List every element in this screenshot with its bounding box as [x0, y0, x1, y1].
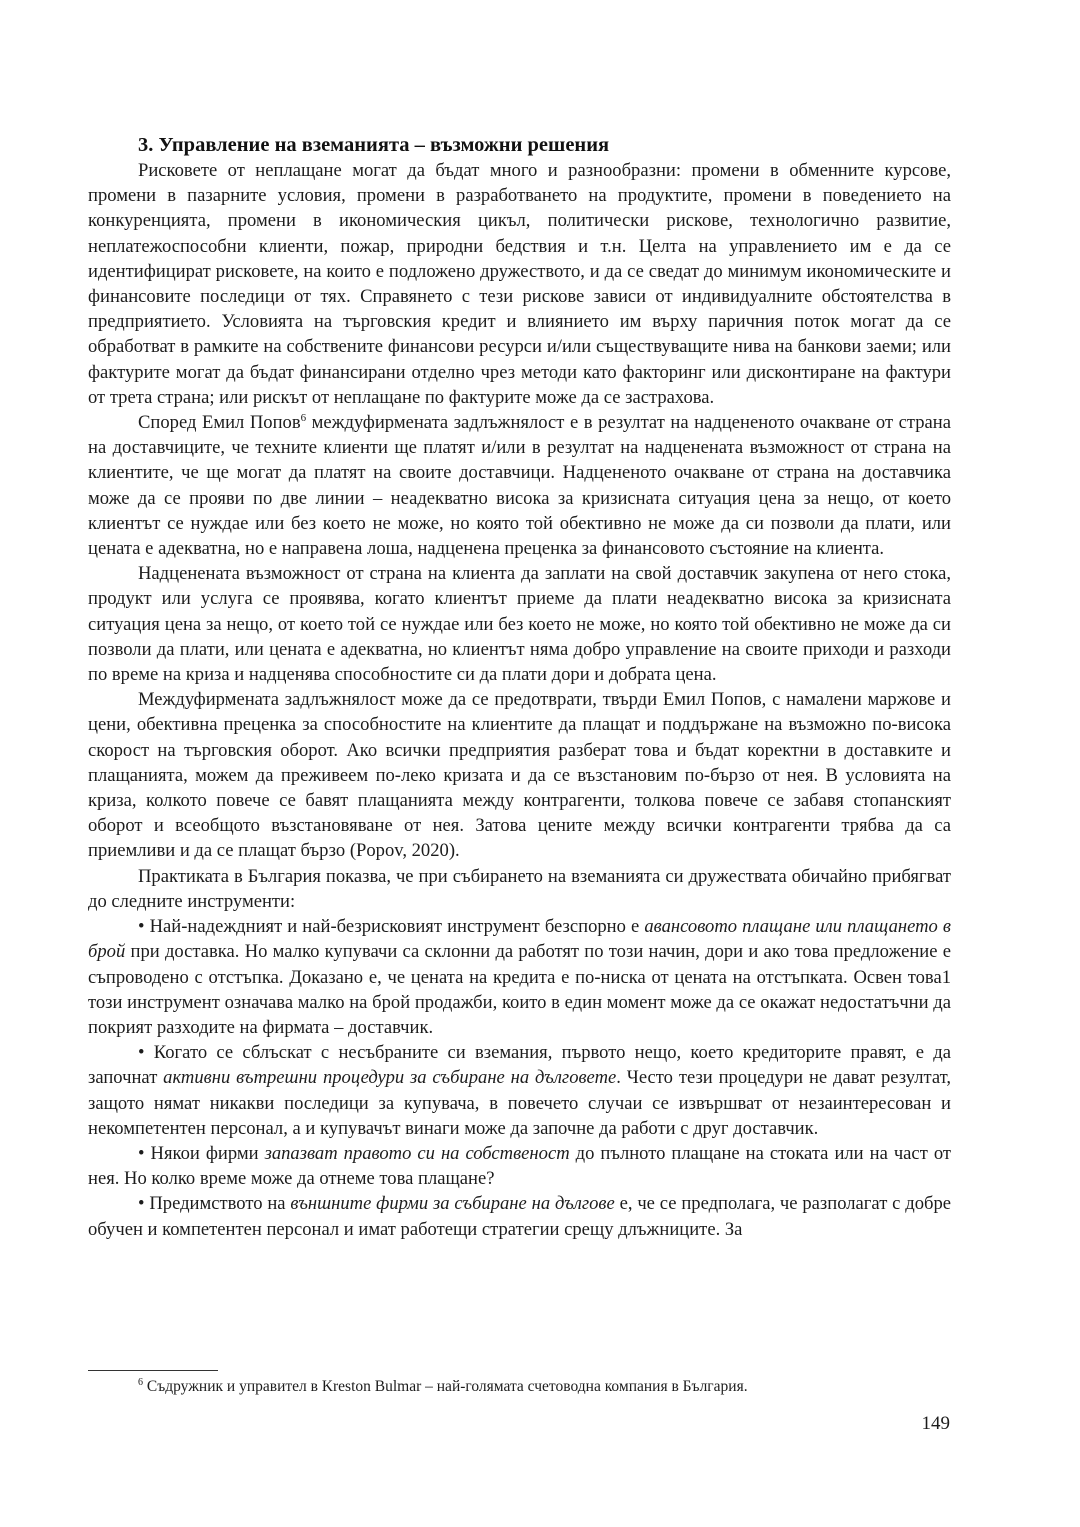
bullet-debt-collection-agencies — [88, 1191, 951, 1241]
paragraph-client-capacity: Надценената възможност от страна на клиента да заплати на свой доставчик закупена от него стока, продукт или услуга се проявява, когато клиентът приеме да плати неадекватно висока за кризисната ситуация цена за нещо, от което той се нуждае или без което не може, но която той обективно не може да си позволи да плати, или цената е адекватна, но клиентът няма добро управление на своите приходи и разходи по време на криза и надценява способностите си да плати дори и добрата цена. — [88, 563, 951, 686]
bullet-text: • Някои фирми — [138, 1142, 265, 1164]
main-text — [88, 132, 951, 1242]
paragraph-prevention: Междуфирмената задлъжнялост може да се предотврати, твърди Емил Попов, с намалени маржове и цени, обективна преценка за способностите на клиентите да плащат и поддържане на възможно по-висока скорост на търговския оборот. Ако всички предприятия разберат това и бъдат коректни в доставките и плащанията, можем да преживеем по-леко кризата и да се възстановим по-бързо от нея. В условията на криза, колкото повече се бавят плащанията между контрагенти, толкова повече се забавя стопанският оборот и всеобщото възстановяване от нея. Затова цените между всички контрагенти трябва да са приемливи и да се плащат бързо (Popov, 2020). — [88, 689, 951, 862]
bullet-text: • Когато се сблъскат с несъбраните си вземания, първото нещо, което кредиторите правят, е да започнат — [88, 1042, 951, 1089]
bullet-retention-of-title — [88, 1141, 951, 1191]
footnote-ref: 6 — [300, 412, 307, 425]
footnote-divider — [88, 1370, 218, 1371]
bullet-text: • Най-надеждният и най-безрисковият инструмент безспорно е — [138, 916, 645, 938]
footnote-marker: 6 — [138, 1377, 143, 1388]
paragraph-practice: Практиката в България показва, че при събирането на вземанията си дружествата обичайно прибягват до следните инструменти: — [88, 865, 951, 912]
bullet-text: до пълното плащане на стоката или на част от нея. Но колко време може да отнеме това плащане? — [88, 1142, 951, 1190]
bullet-text: при доставка. Но малко купувачи са склонни да работят по този начин, дори и ако това предложение е съпроводено с отстъпка. Доказано е, че цената на кредита е по-ниска от цената на отстъпката. Освен това1 този инструмент означава малко на брой продажби, които в един момент може да се окажат недостатъчни да покрият разходите на фирмата – доставчик. — [88, 941, 951, 1038]
bullet-text: е, че се предполага, че разполагат с добре обучен и компетентен персонал и имат работещи стратегии срещу длъжниците. За — [88, 1193, 952, 1240]
bullet-emphasis: външните фирми за събиране на дългове — [290, 1193, 615, 1215]
section-heading: 3. Управление на вземанията – възможни решения — [138, 134, 610, 156]
bullet-text: • Предимството на — [138, 1193, 291, 1215]
page-number: 149 — [921, 1413, 950, 1434]
paragraph-risks: Рисковете от неплащане могат да бъдат много и разнообразни: промени в обменните курсове, промени в пазарните условия, промени в разработването на продуктите, промени в поведението на конкуренцията, промени в икономическия цикъл, политически рискове, технологично развитие, неплатежоспособни клиенти, пожар, природни бедствия и т.н. Целта на управлението им е да се идентифицират рисковете, на които е подложено дружеството, и да се сведат до минимум икономическите и финансовите последици от тях. Справянето с тези рискове зависи от индивидуалните обстоятелства в предприятието. Условията на търговския кредит и влиянието им върху паричния поток могат да се обработват в рамките на собствените финансови ресурси и/или съществуващите нива на банкови заеми; или фактурите могат да бъдат финансирани отделно чрез методи като факторинг или дисконтиране на фактури от трета страна; или рискът от неплащане по фактурите може да се застрахова. — [88, 160, 951, 408]
bullet-text: . Често тези процедури не дават резултат, защото нямат никакви последици за купувача, в повечето случаи се извършват от незаинтересован и некомпетентен персонал, а и купувачът винаги може да започне да работи с друг доставчик. — [88, 1067, 951, 1139]
bullet-emphasis: авансовото плащане или плащането в брой — [88, 916, 951, 963]
footnote-text: Съдружник и управител в Kreston Bulmar – най-голямата счетоводна компания в България. — [143, 1378, 748, 1395]
bullet-emphasis: запазват правото си на собственост — [264, 1142, 570, 1164]
paragraph-popov — [88, 410, 951, 561]
paragraph-popov-start: Според Емил Попов — [138, 412, 301, 434]
bullet-advance-payment — [88, 914, 951, 1040]
paragraph-popov-rest: междуфирмената задлъжнялост е в резултат на надцененото очакване от страна на доставчиците, че техните клиенти ще платят и/или в резултат на надценената възможност от страна на клиентите, че ще могат да платят на своите доставчици. Надцененото очакване от страна на доставчика може да се прояви по две линии – неадекватно висока за кризисната ситуация цена за нещо, от което клиентът се нуждае или без което не може, но която той обективно не може да си позволи да плати, или цената е адекватна, но е направена лоша, надценена преценка за финансовото състояние на клиента. — [88, 412, 951, 560]
footnote — [88, 1377, 951, 1397]
bullet-internal-procedures — [88, 1040, 951, 1141]
bullet-emphasis: активни вътрешни процедури за събиране на дълговете — [163, 1067, 617, 1089]
